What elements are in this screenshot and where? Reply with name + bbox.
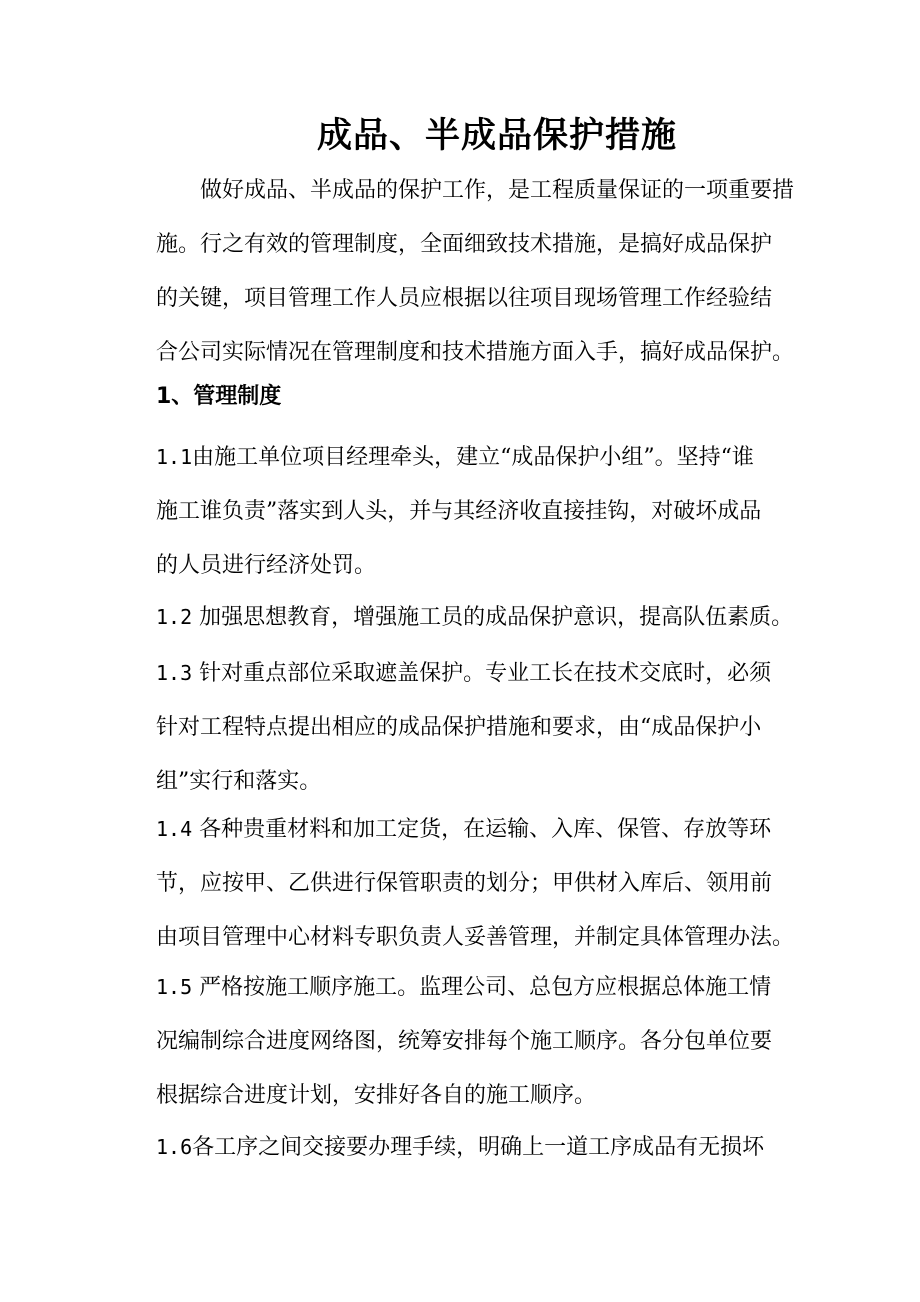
intro-line: 合公司实际情况在管理制度和技术措施方面入手，搞好成品保护。 xyxy=(156,340,795,365)
item-number: 1.2 xyxy=(156,605,193,629)
item-text: 加强思想教育，增强施工员的成品保护意识，提高队伍素质。 xyxy=(192,605,794,630)
intro-line: 施。行之有效的管理制度，全面细致技术措施，是搞好成品保护 xyxy=(156,232,773,257)
document-title: 成品、半成品保护措施 xyxy=(316,116,677,156)
item-text: 各种贵重材料和加工定货，在运输、入库、保管、存放等环 xyxy=(192,817,772,842)
item-line: 况编制综合进度网络图，统筹安排每个施工顺序。各分包单位要 xyxy=(156,1029,773,1054)
item-line: 的人员进行经济处罚。 xyxy=(156,553,377,578)
item-line xyxy=(156,430,768,485)
item-line: 施工谁负责”落实到人头，并与其经济收直接挂钩，对破坏成品 xyxy=(156,499,762,524)
item-number: 1.5 xyxy=(156,975,193,999)
intro-paragraph xyxy=(156,164,795,380)
intro-line: 的关键，项目管理工作人员应根据以往项目现场管理工作经验结 xyxy=(156,286,773,311)
item-line xyxy=(156,590,794,645)
item-number: 1.6 xyxy=(156,1135,193,1159)
intro-line: 做好成品、半成品的保护工作，是工程质量保证的一项重要措 xyxy=(156,178,795,203)
item-line xyxy=(156,646,772,701)
item-1-3 xyxy=(156,646,772,809)
item-number: 1.1 xyxy=(156,445,193,469)
item-line: 由项目管理中心材料专职负责人妥善管理，并制定具体管理办法。 xyxy=(156,925,795,950)
item-line xyxy=(156,1120,768,1175)
item-line: 根据综合进度计划，安排好各自的施工顺序。 xyxy=(156,1083,597,1108)
item-1-5 xyxy=(156,960,773,1123)
item-text: 针对重点部位采取遮盖保护。专业工长在技术交底时，必须 xyxy=(192,661,772,686)
item-1-6 xyxy=(156,1120,768,1175)
item-line xyxy=(156,802,772,857)
item-number: 1.4 xyxy=(156,817,193,841)
item-1-1 xyxy=(156,430,768,593)
section-heading: 1、管理制度 xyxy=(156,384,282,409)
item-1-4 xyxy=(156,802,795,965)
item-line: 节，应按甲、乙供进行保管职责的划分；甲供材入库后、领用前 xyxy=(156,871,773,896)
item-text: 由施工单位项目经理牵头，建立“成品保护小组”。坚持“谁 xyxy=(192,445,754,470)
item-number: 1.3 xyxy=(156,661,193,685)
item-line: 针对工程特点提出相应的成品保护措施和要求，由“成品保护小 xyxy=(156,715,762,740)
item-text: 各工序之间交接要办理手续，明确上一道工序成品有无损坏 xyxy=(192,1135,765,1160)
item-1-2 xyxy=(156,590,794,645)
item-line: 组”实行和落实。 xyxy=(156,769,322,794)
item-line xyxy=(156,960,772,1015)
item-text: 严格按施工顺序施工。监理公司、总包方应根据总体施工情 xyxy=(192,975,772,1000)
